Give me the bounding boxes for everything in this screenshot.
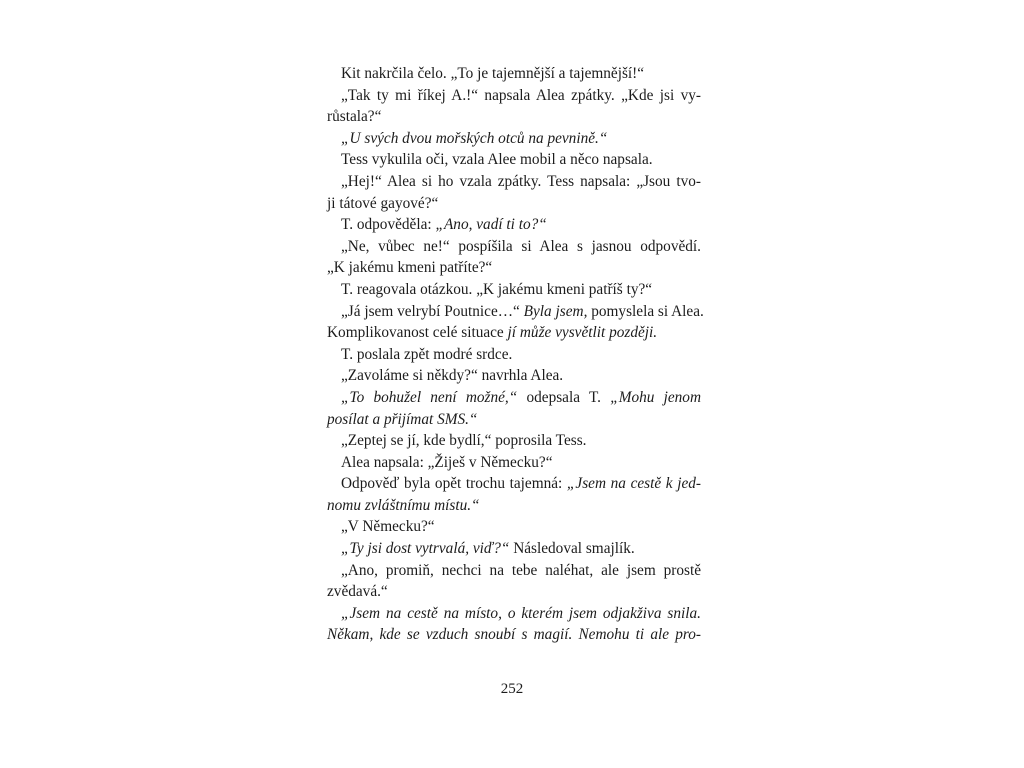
- text-line: [327, 538, 701, 560]
- italic-text-segment: jí může vysvětlit později.: [507, 324, 658, 342]
- text-line: [327, 214, 701, 236]
- text-segment: Tess vykulila oči, vzala Alee mobil a něco napsala.: [341, 151, 653, 169]
- text-line: [327, 560, 701, 582]
- text-line: [327, 236, 701, 258]
- text-line: [327, 193, 701, 215]
- text-segment: „K jakému kmeni patříte?“: [327, 259, 493, 277]
- italic-text-segment: posílat a přijímat SMS.“: [327, 410, 478, 428]
- text-line: [327, 409, 701, 431]
- text-line: [327, 301, 704, 323]
- text-segment: „V Německu?“: [341, 518, 435, 536]
- text-line: [327, 516, 701, 538]
- text-segment: růstala?“: [327, 108, 382, 126]
- text-line: [327, 279, 701, 301]
- text-line: [327, 149, 701, 171]
- page-text: [327, 63, 704, 646]
- text-line: [327, 106, 701, 128]
- text-segment: Komplikovanost celé situace: [327, 324, 508, 342]
- text-segment: T. reagovala otázkou. „K jakému kmeni patříš ty?“: [341, 280, 653, 298]
- text-line: [327, 128, 701, 150]
- text-segment: „Ne, vůbec ne!“ pospíšila si Alea s jasnou odpovědí.: [341, 237, 701, 255]
- italic-text-segment: „U svých dvou mořských otců na pevnině.“: [341, 129, 608, 147]
- text-line: [327, 63, 701, 85]
- text-segment: T. poslala zpět modré srdce.: [341, 345, 513, 363]
- italic-text-segment: Někam, kde se vzduch snoubí s magií. Nemohu ti ale pro-: [327, 626, 701, 644]
- text-segment: Kit nakrčila čelo. „To je tajemnější a tajemnější!“: [341, 65, 645, 82]
- text-segment: ji tátové gayové?“: [327, 194, 439, 212]
- text-segment: Alea napsala: „Žiješ v Německu?“: [341, 453, 553, 471]
- text-line: [327, 171, 701, 193]
- italic-text-segment: „To bohužel není možné,“: [341, 388, 518, 406]
- text-segment: „Tak ty mi říkej A.!“ napsala Alea zpátky. „Kde jsi vy-: [341, 86, 701, 104]
- text-line: [327, 257, 701, 279]
- text-segment: „Já jsem velrybí Poutnice…“: [341, 302, 524, 320]
- text-line: [327, 387, 701, 409]
- text-segment: Odpověď byla opět trochu tajemná:: [341, 475, 567, 493]
- text-line: [327, 603, 701, 625]
- text-segment: odepsala T.: [517, 388, 611, 406]
- italic-text-segment: „Jsem na cestě na místo, o kterém jsem odjakživa snila.: [341, 604, 701, 622]
- text-segment: „Zavoláme si někdy?“ navrhla Alea.: [341, 367, 564, 385]
- text-segment: T. odpověděla:: [341, 216, 436, 234]
- text-line: [327, 452, 701, 474]
- italic-text-segment: Byla jsem,: [523, 302, 588, 320]
- italic-text-segment: „Ano, vadí ti to?“: [435, 216, 547, 234]
- text-line: [327, 624, 701, 646]
- text-line: [327, 495, 701, 517]
- text-segment: „Zeptej se jí, kde bydlí,“ poprosila Tess.: [341, 432, 587, 450]
- italic-text-segment: „Ty jsi dost vytrvalá, viď?“: [341, 540, 510, 558]
- text-line: [327, 430, 701, 452]
- text-line: [327, 85, 701, 107]
- italic-text-segment: „Jsem na cestě k jed-: [566, 475, 701, 493]
- text-segment: zvědavá.“: [327, 583, 388, 601]
- text-segment: pomyslela si Alea.: [587, 302, 704, 320]
- text-line: [327, 344, 701, 366]
- page-number: 252: [500, 681, 524, 697]
- text-line: [327, 365, 701, 387]
- text-segment: „Hej!“ Alea si ho vzala zpátky. Tess napsala: „Jsou tvo-: [341, 172, 701, 190]
- text-line: [327, 473, 701, 495]
- italic-text-segment: „Mohu jenom: [610, 388, 702, 406]
- text-line: [327, 581, 701, 603]
- text-line: [327, 322, 701, 344]
- text-segment: „Ano, promiň, nechci na tebe naléhat, ale jsem prostě: [341, 561, 701, 579]
- text-segment: Následoval smajlík.: [509, 540, 635, 558]
- italic-text-segment: nomu zvláštnímu místu.“: [327, 496, 480, 514]
